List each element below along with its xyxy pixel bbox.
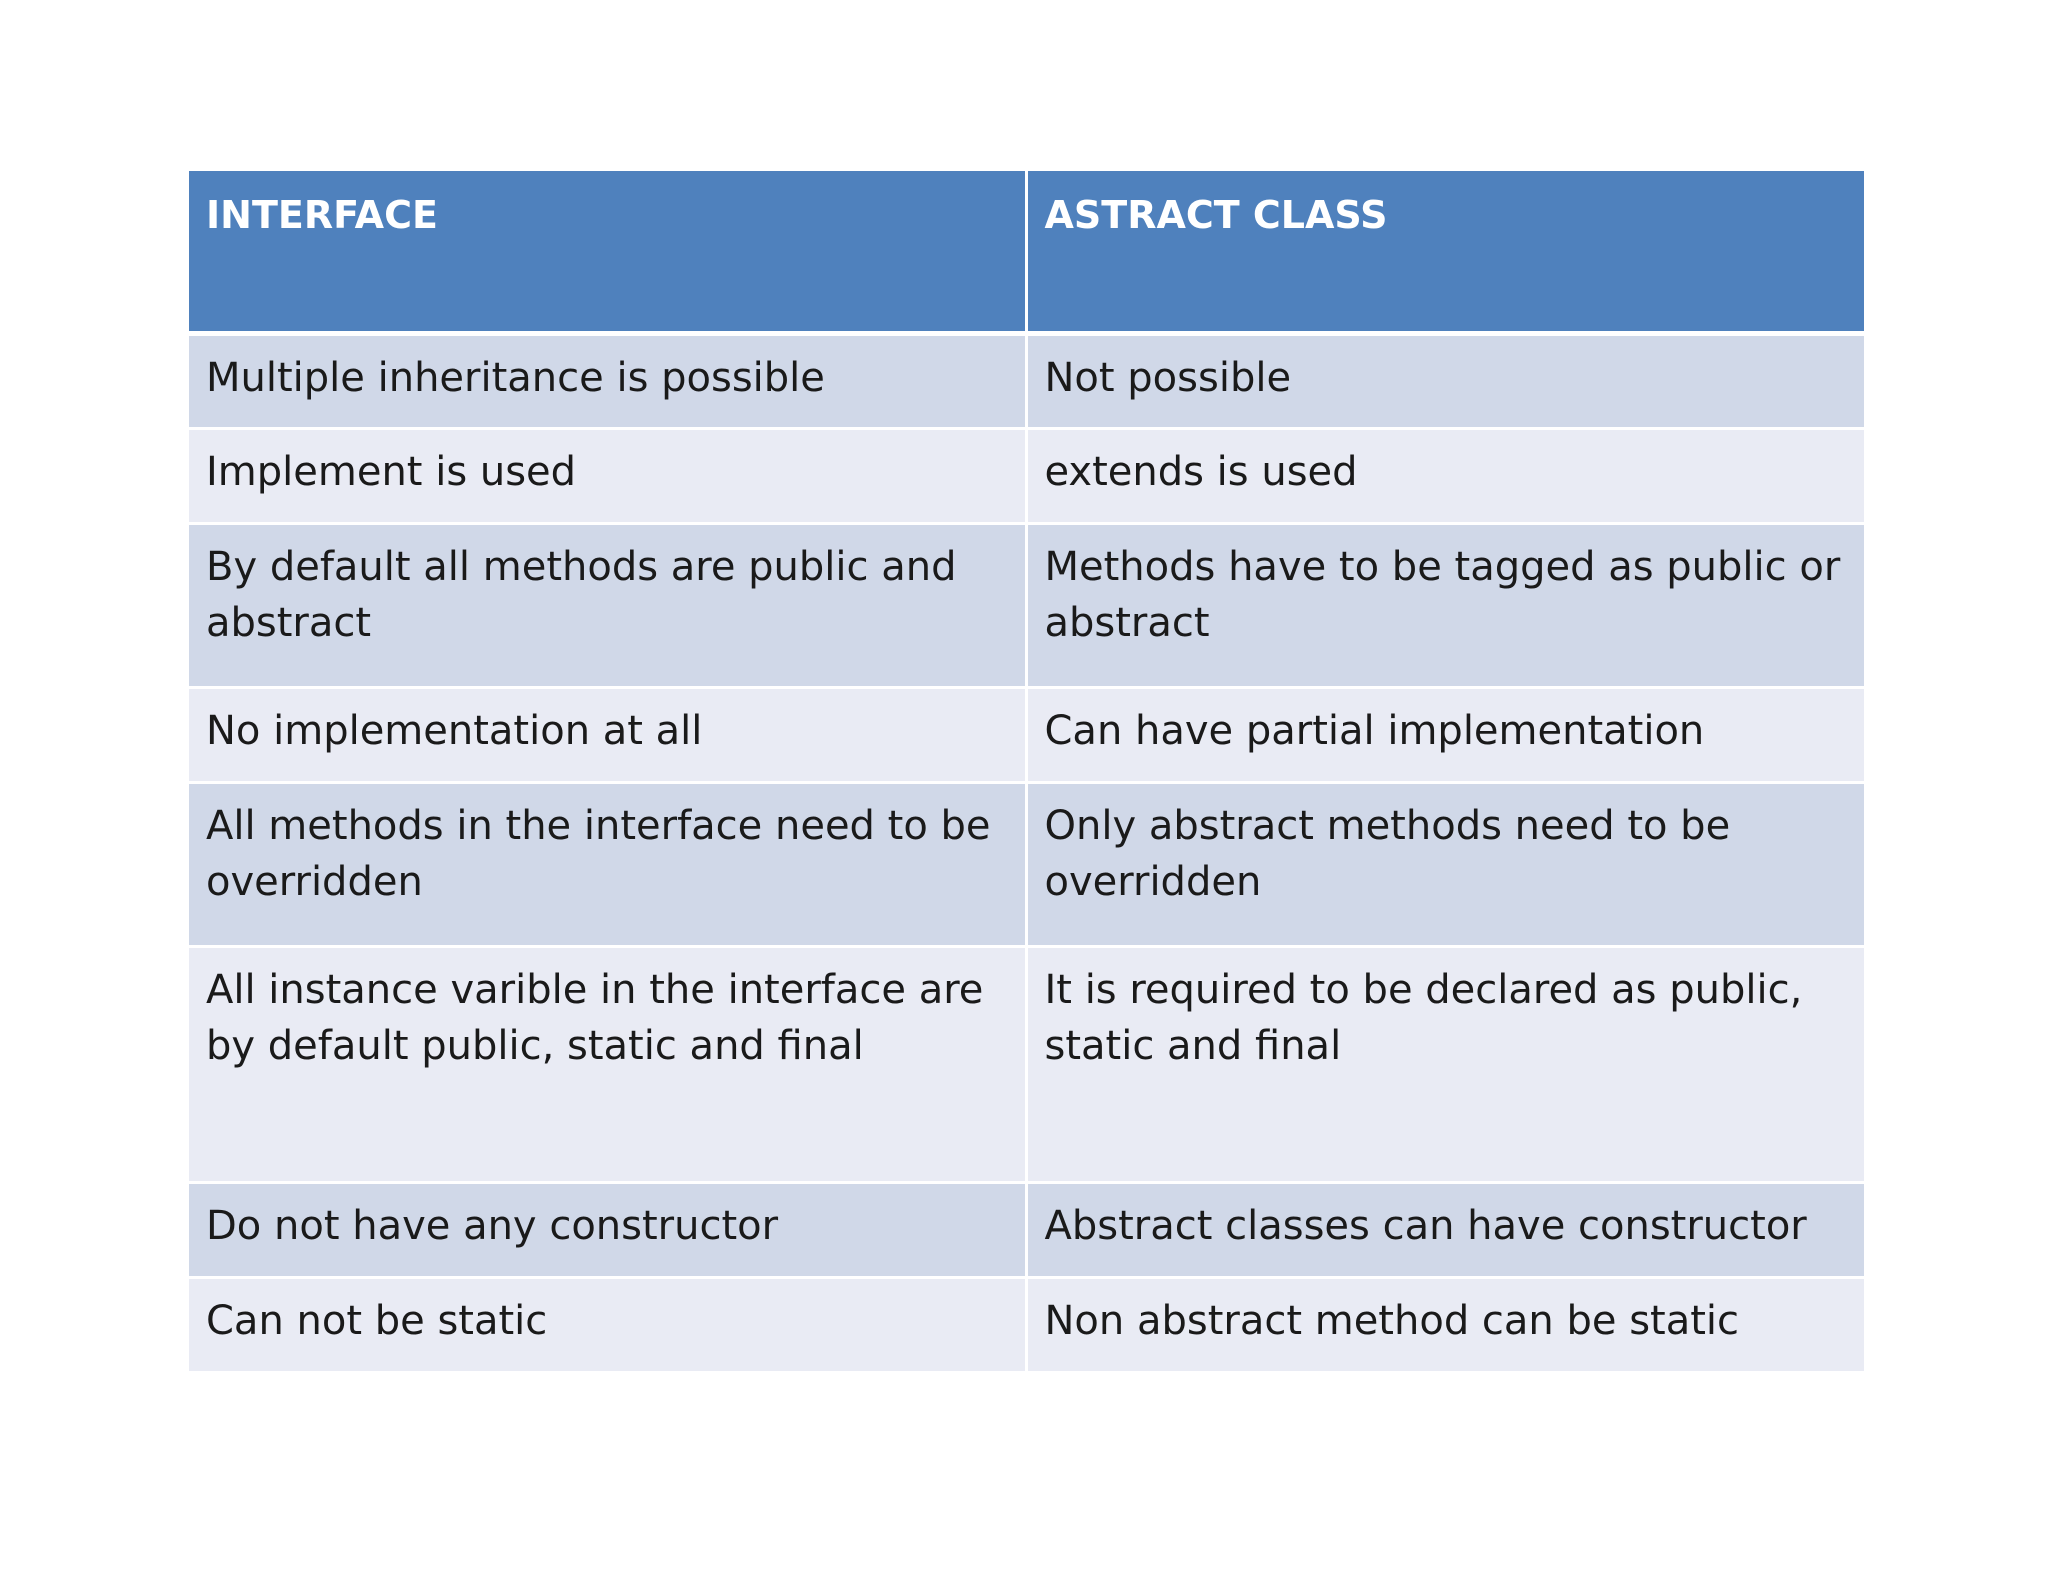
table-row [189,523,1864,687]
table-header-row [189,171,1864,333]
abstract-class-cell: Not possible [1026,333,1864,428]
abstract-class-cell: It is required to be declared as public, static and final [1026,946,1864,1182]
interface-cell: Do not have any constructor [189,1182,1026,1277]
abstract-class-cell: Non abstract method can be static [1026,1277,1864,1372]
table-row [189,782,1864,946]
table-row [189,428,1864,523]
table-row [189,333,1864,428]
interface-cell: By default all methods are public and abstract [189,523,1026,687]
abstract-class-cell: Only abstract methods need to be overridden [1026,782,1864,946]
interface-cell: All instance varible in the interface are by default public, static and final [189,946,1026,1182]
header-abstract-class: ASTRACT CLASS [1026,171,1864,333]
abstract-class-cell: extends is used [1026,428,1864,523]
comparison-table [189,171,1864,1374]
table-row [189,1277,1864,1372]
abstract-class-cell: Methods have to be tagged as public or abstract [1026,523,1864,687]
interface-cell: Implement is used [189,428,1026,523]
interface-cell: No implementation at all [189,687,1026,782]
header-interface: INTERFACE [189,171,1026,333]
interface-cell: Multiple inheritance is possible [189,333,1026,428]
interface-cell: All methods in the interface need to be overridden [189,782,1026,946]
interface-cell: Can not be static [189,1277,1026,1372]
table-row [189,1182,1864,1277]
table-row [189,946,1864,1182]
table-row [189,687,1864,782]
abstract-class-cell: Can have partial implementation [1026,687,1864,782]
abstract-class-cell: Abstract classes can have constructor [1026,1182,1864,1277]
